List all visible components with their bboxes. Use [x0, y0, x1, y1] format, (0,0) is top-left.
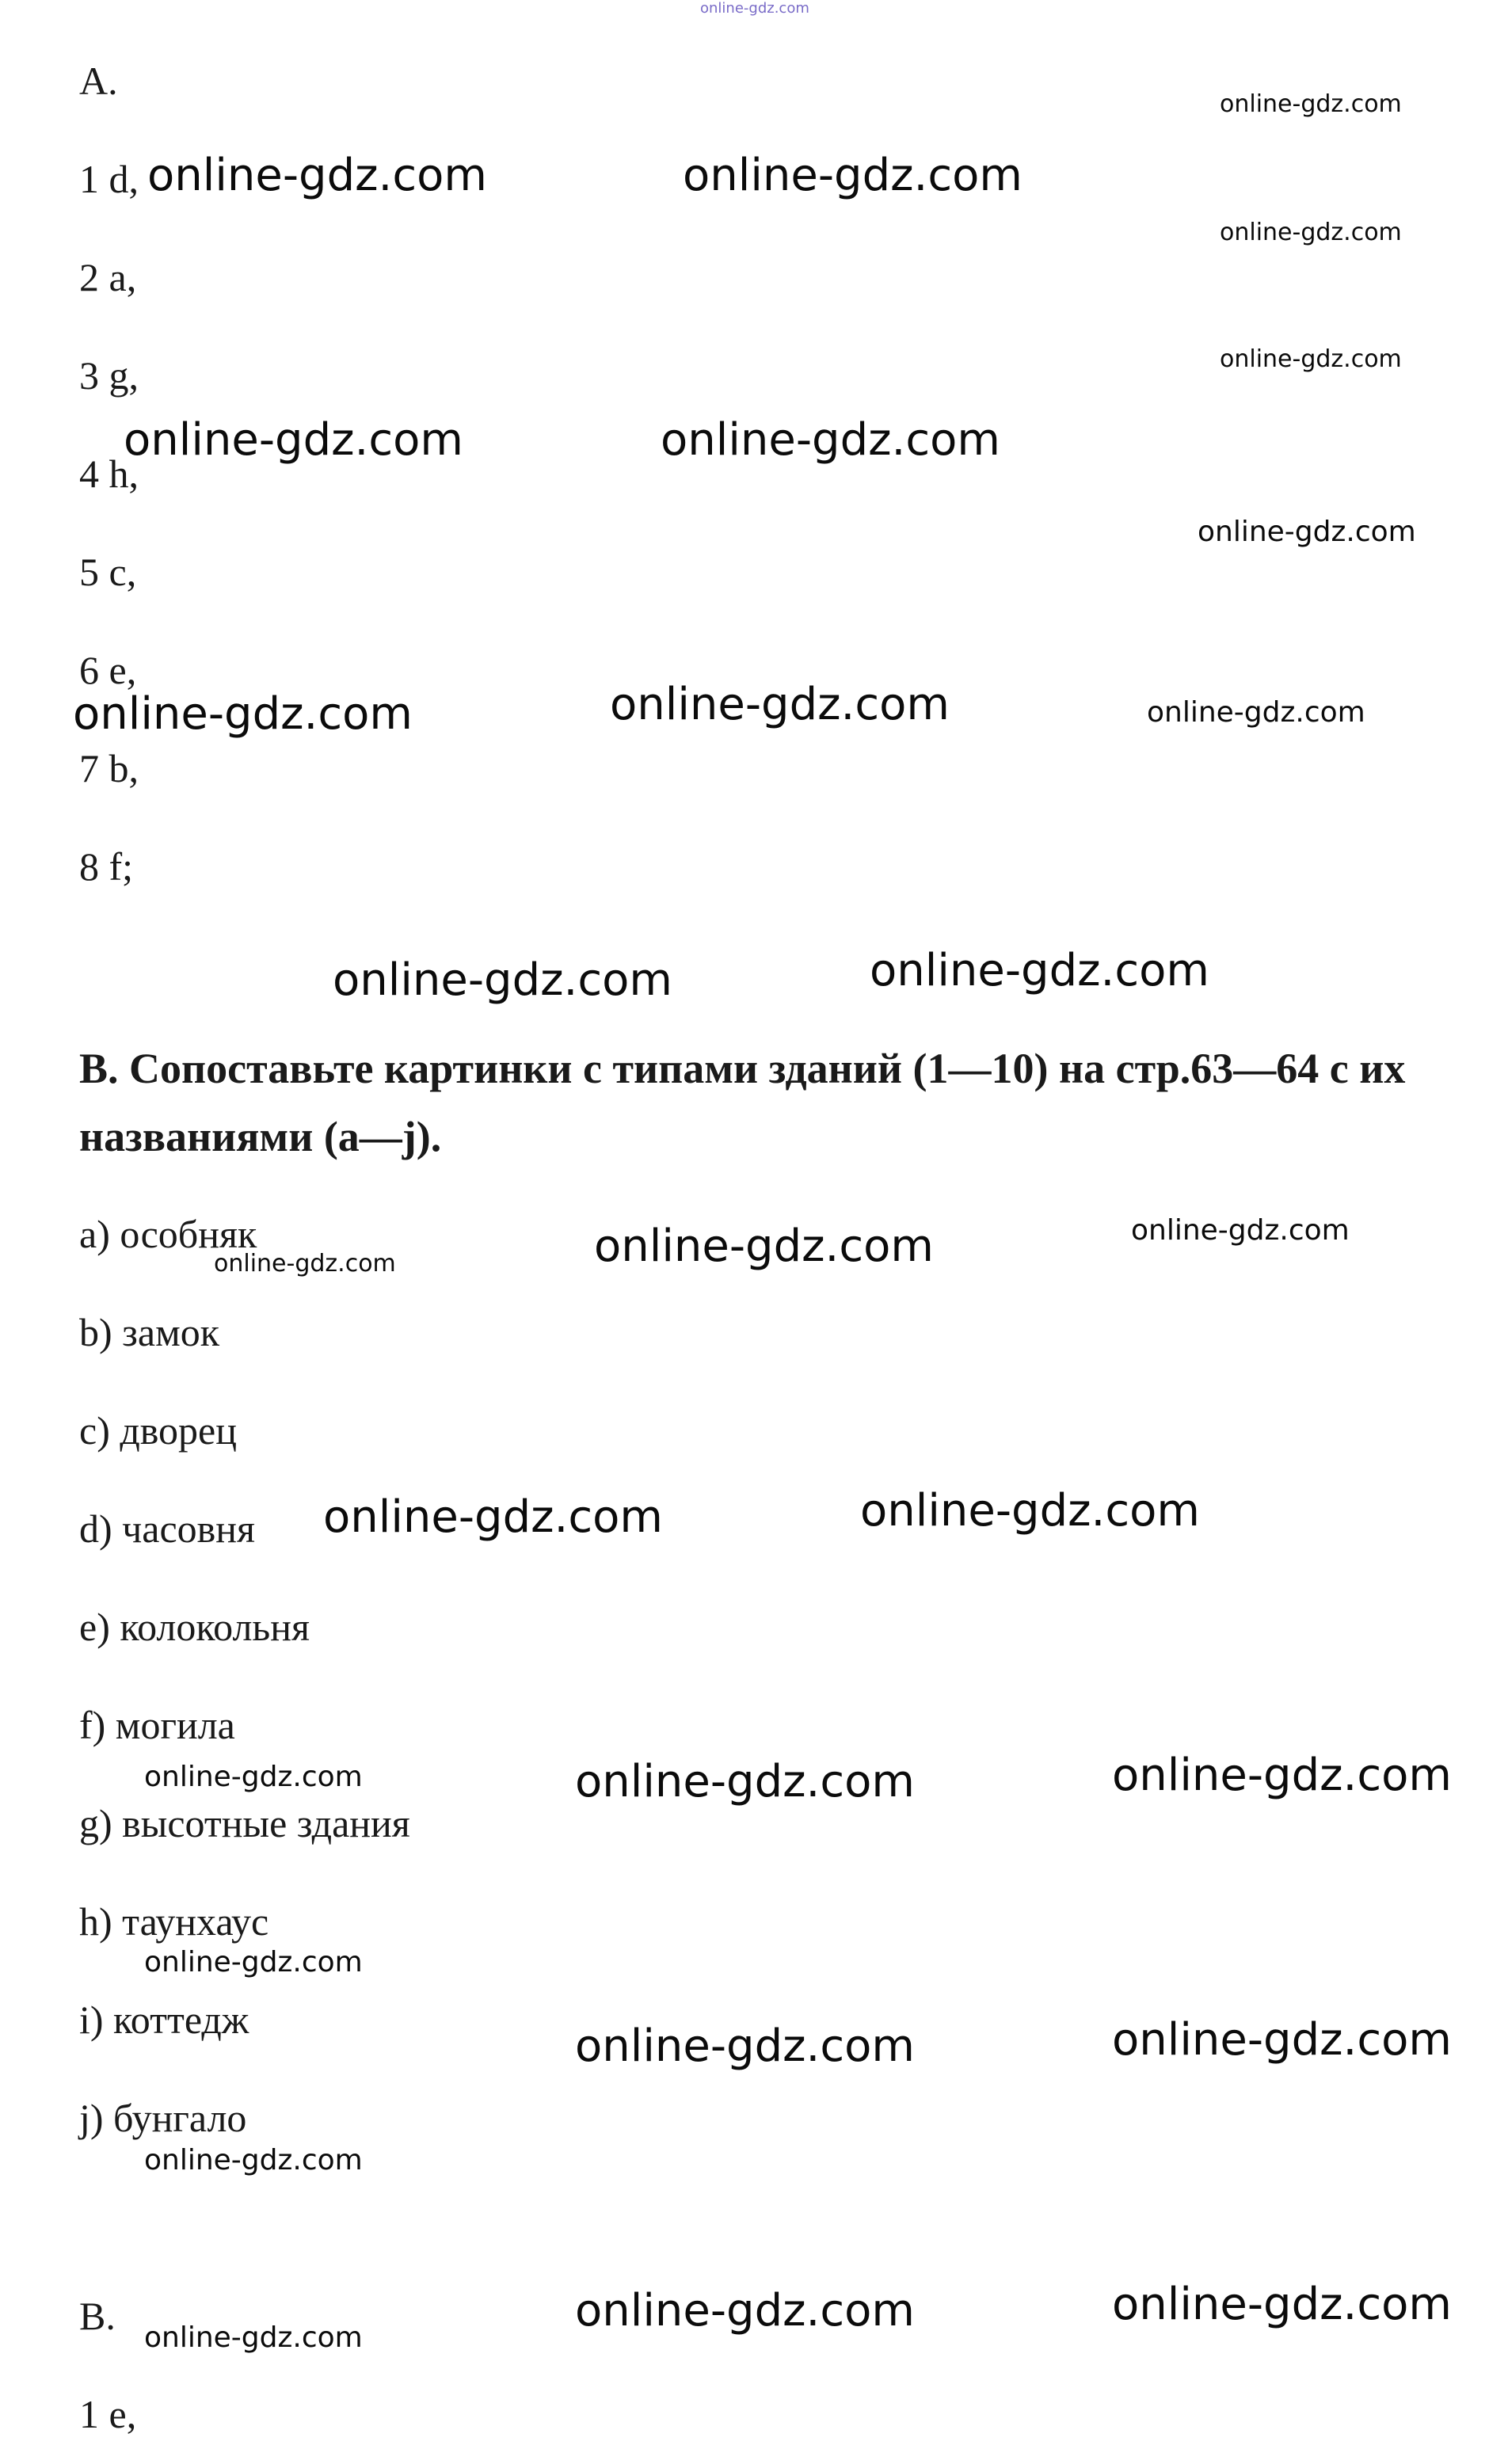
item-b-b: b) замок: [79, 1310, 220, 1354]
watermark: online-gdz.com: [214, 1250, 396, 1278]
watermark: online-gdz.com: [1198, 516, 1416, 548]
item-b-c: c) дворец: [79, 1408, 237, 1453]
section-b-answer-label: B.: [79, 2294, 116, 2338]
item-b-d: d) часовня: [79, 1506, 256, 1551]
site-watermark-top: online-gdz.com: [700, 0, 809, 17]
watermark: online-gdz.com: [1112, 1750, 1452, 1801]
watermark: online-gdz.com: [683, 150, 1022, 201]
watermark: online-gdz.com: [870, 945, 1209, 996]
watermark: online-gdz.com: [1220, 219, 1402, 246]
watermark: online-gdz.com: [1112, 2279, 1452, 2330]
answer-a-3: 3 g,: [79, 353, 139, 398]
watermark: online-gdz.com: [1220, 90, 1402, 118]
watermark: online-gdz.com: [144, 2144, 363, 2176]
answer-a-8: 8 f;: [79, 844, 134, 889]
watermark: online-gdz.com: [1131, 1214, 1350, 1247]
item-b-e: e) колокольня: [79, 1605, 310, 1649]
watermark: online-gdz.com: [144, 1946, 363, 1978]
answer-a-5: 5 c,: [79, 550, 137, 594]
section-b-heading: B. Сопоставьте картинки с типами зданий (1—10) на стр.63—64 с их названиями (a—j).: [79, 1045, 1406, 1160]
watermark: online-gdz.com: [1112, 2014, 1452, 2066]
watermark: online-gdz.com: [144, 2321, 363, 2354]
watermark: online-gdz.com: [575, 1756, 915, 1807]
watermark: online-gdz.com: [1147, 696, 1365, 729]
answer-a-4: 4 h,: [79, 451, 139, 496]
answer-b-1: 1 e,: [79, 2392, 137, 2436]
watermark: online-gdz.com: [575, 2020, 915, 2072]
watermark: online-gdz.com: [124, 414, 463, 466]
section-a-label: A.: [79, 59, 118, 103]
watermark: online-gdz.com: [661, 414, 1000, 466]
watermark: online-gdz.com: [147, 150, 487, 201]
item-b-i: i) коттедж: [79, 1997, 249, 2042]
answer-a-7: 7 b,: [79, 746, 139, 790]
watermark: online-gdz.com: [1220, 345, 1402, 373]
watermark: online-gdz.com: [323, 1491, 663, 1543]
answer-a-1: 1 d,: [79, 157, 139, 201]
watermark: online-gdz.com: [594, 1221, 934, 1272]
item-b-f: f) могила: [79, 1703, 235, 1747]
watermark: online-gdz.com: [575, 2285, 915, 2336]
watermark: online-gdz.com: [610, 679, 950, 730]
watermark: online-gdz.com: [333, 954, 672, 1006]
answer-a-2: 2 a,: [79, 255, 137, 299]
watermark: online-gdz.com: [860, 1485, 1200, 1537]
answer-a-6: 6 e,: [79, 648, 137, 692]
watermark: online-gdz.com: [144, 1761, 363, 1793]
item-b-a: a) особняк: [79, 1212, 257, 1256]
item-b-g: g) высотные здания: [79, 1801, 410, 1845]
item-b-j: j) бунгало: [79, 2096, 247, 2140]
item-b-h: h) таунхаус: [79, 1899, 269, 1944]
watermark: online-gdz.com: [73, 688, 413, 740]
